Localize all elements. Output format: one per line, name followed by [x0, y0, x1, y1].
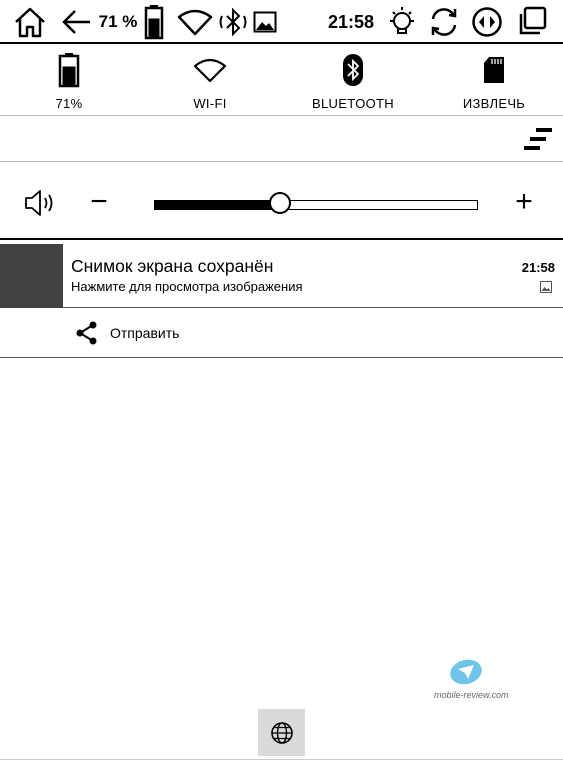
- bluetooth-icon: [342, 52, 364, 88]
- image-icon: [540, 280, 552, 292]
- bluetooth-icon: [216, 4, 250, 40]
- back-arrow-icon[interactable]: [58, 4, 94, 40]
- qs-battery-label: 71%: [55, 96, 83, 111]
- volume-up-button[interactable]: +: [515, 185, 533, 218]
- edit-row: [0, 116, 563, 162]
- qs-wifi[interactable]: [150, 46, 270, 116]
- qs-bluetooth[interactable]: [293, 46, 413, 116]
- light-bulb-icon[interactable]: [386, 4, 418, 40]
- clock: 21:58: [327, 11, 375, 32]
- rotate-icon[interactable]: [426, 4, 462, 40]
- volume-down-button[interactable]: −: [90, 185, 108, 218]
- share-icon[interactable]: [74, 320, 100, 346]
- page-turn-icon[interactable]: [470, 4, 504, 40]
- notification-thumbnail: [0, 244, 63, 308]
- home-icon[interactable]: [12, 4, 48, 40]
- screenshot-notification[interactable]: [0, 242, 563, 308]
- language-button[interactable]: [258, 709, 305, 756]
- notification-time: 21:58: [521, 260, 555, 275]
- notification-actions: [0, 308, 563, 358]
- quick-settings: [0, 46, 563, 116]
- qs-eject-label: ИЗВЛЕЧЬ: [462, 96, 526, 111]
- notification-subtitle: Нажмите для просмотра изображения: [71, 279, 303, 294]
- wifi-icon: [193, 52, 227, 88]
- battery-icon: [58, 52, 80, 88]
- globe-icon: [270, 721, 294, 745]
- edit-tiles-icon[interactable]: [522, 126, 554, 152]
- volume-slider[interactable]: [154, 200, 478, 210]
- windows-icon[interactable]: [514, 4, 550, 40]
- status-bar: [0, 0, 563, 44]
- notification-title: Снимок экрана сохранён: [71, 256, 274, 276]
- share-action-label[interactable]: Отправить: [110, 325, 180, 341]
- volume-slider-fill: [155, 200, 281, 210]
- qs-battery[interactable]: [9, 46, 129, 116]
- wifi-icon: [176, 4, 214, 40]
- image-icon: [252, 4, 278, 40]
- volume-slider-thumb[interactable]: [269, 192, 291, 214]
- battery-icon: [142, 4, 166, 40]
- speaker-icon: [24, 188, 58, 218]
- battery-percent: 71 %: [98, 12, 138, 31]
- watermark-text: mobile-review.com: [434, 690, 509, 700]
- sd-card-icon: [482, 52, 506, 88]
- qs-wifi-label: WI-FI: [193, 96, 227, 111]
- qs-bluetooth-label: BLUETOOTH: [312, 96, 394, 111]
- qs-eject[interactable]: [434, 46, 554, 116]
